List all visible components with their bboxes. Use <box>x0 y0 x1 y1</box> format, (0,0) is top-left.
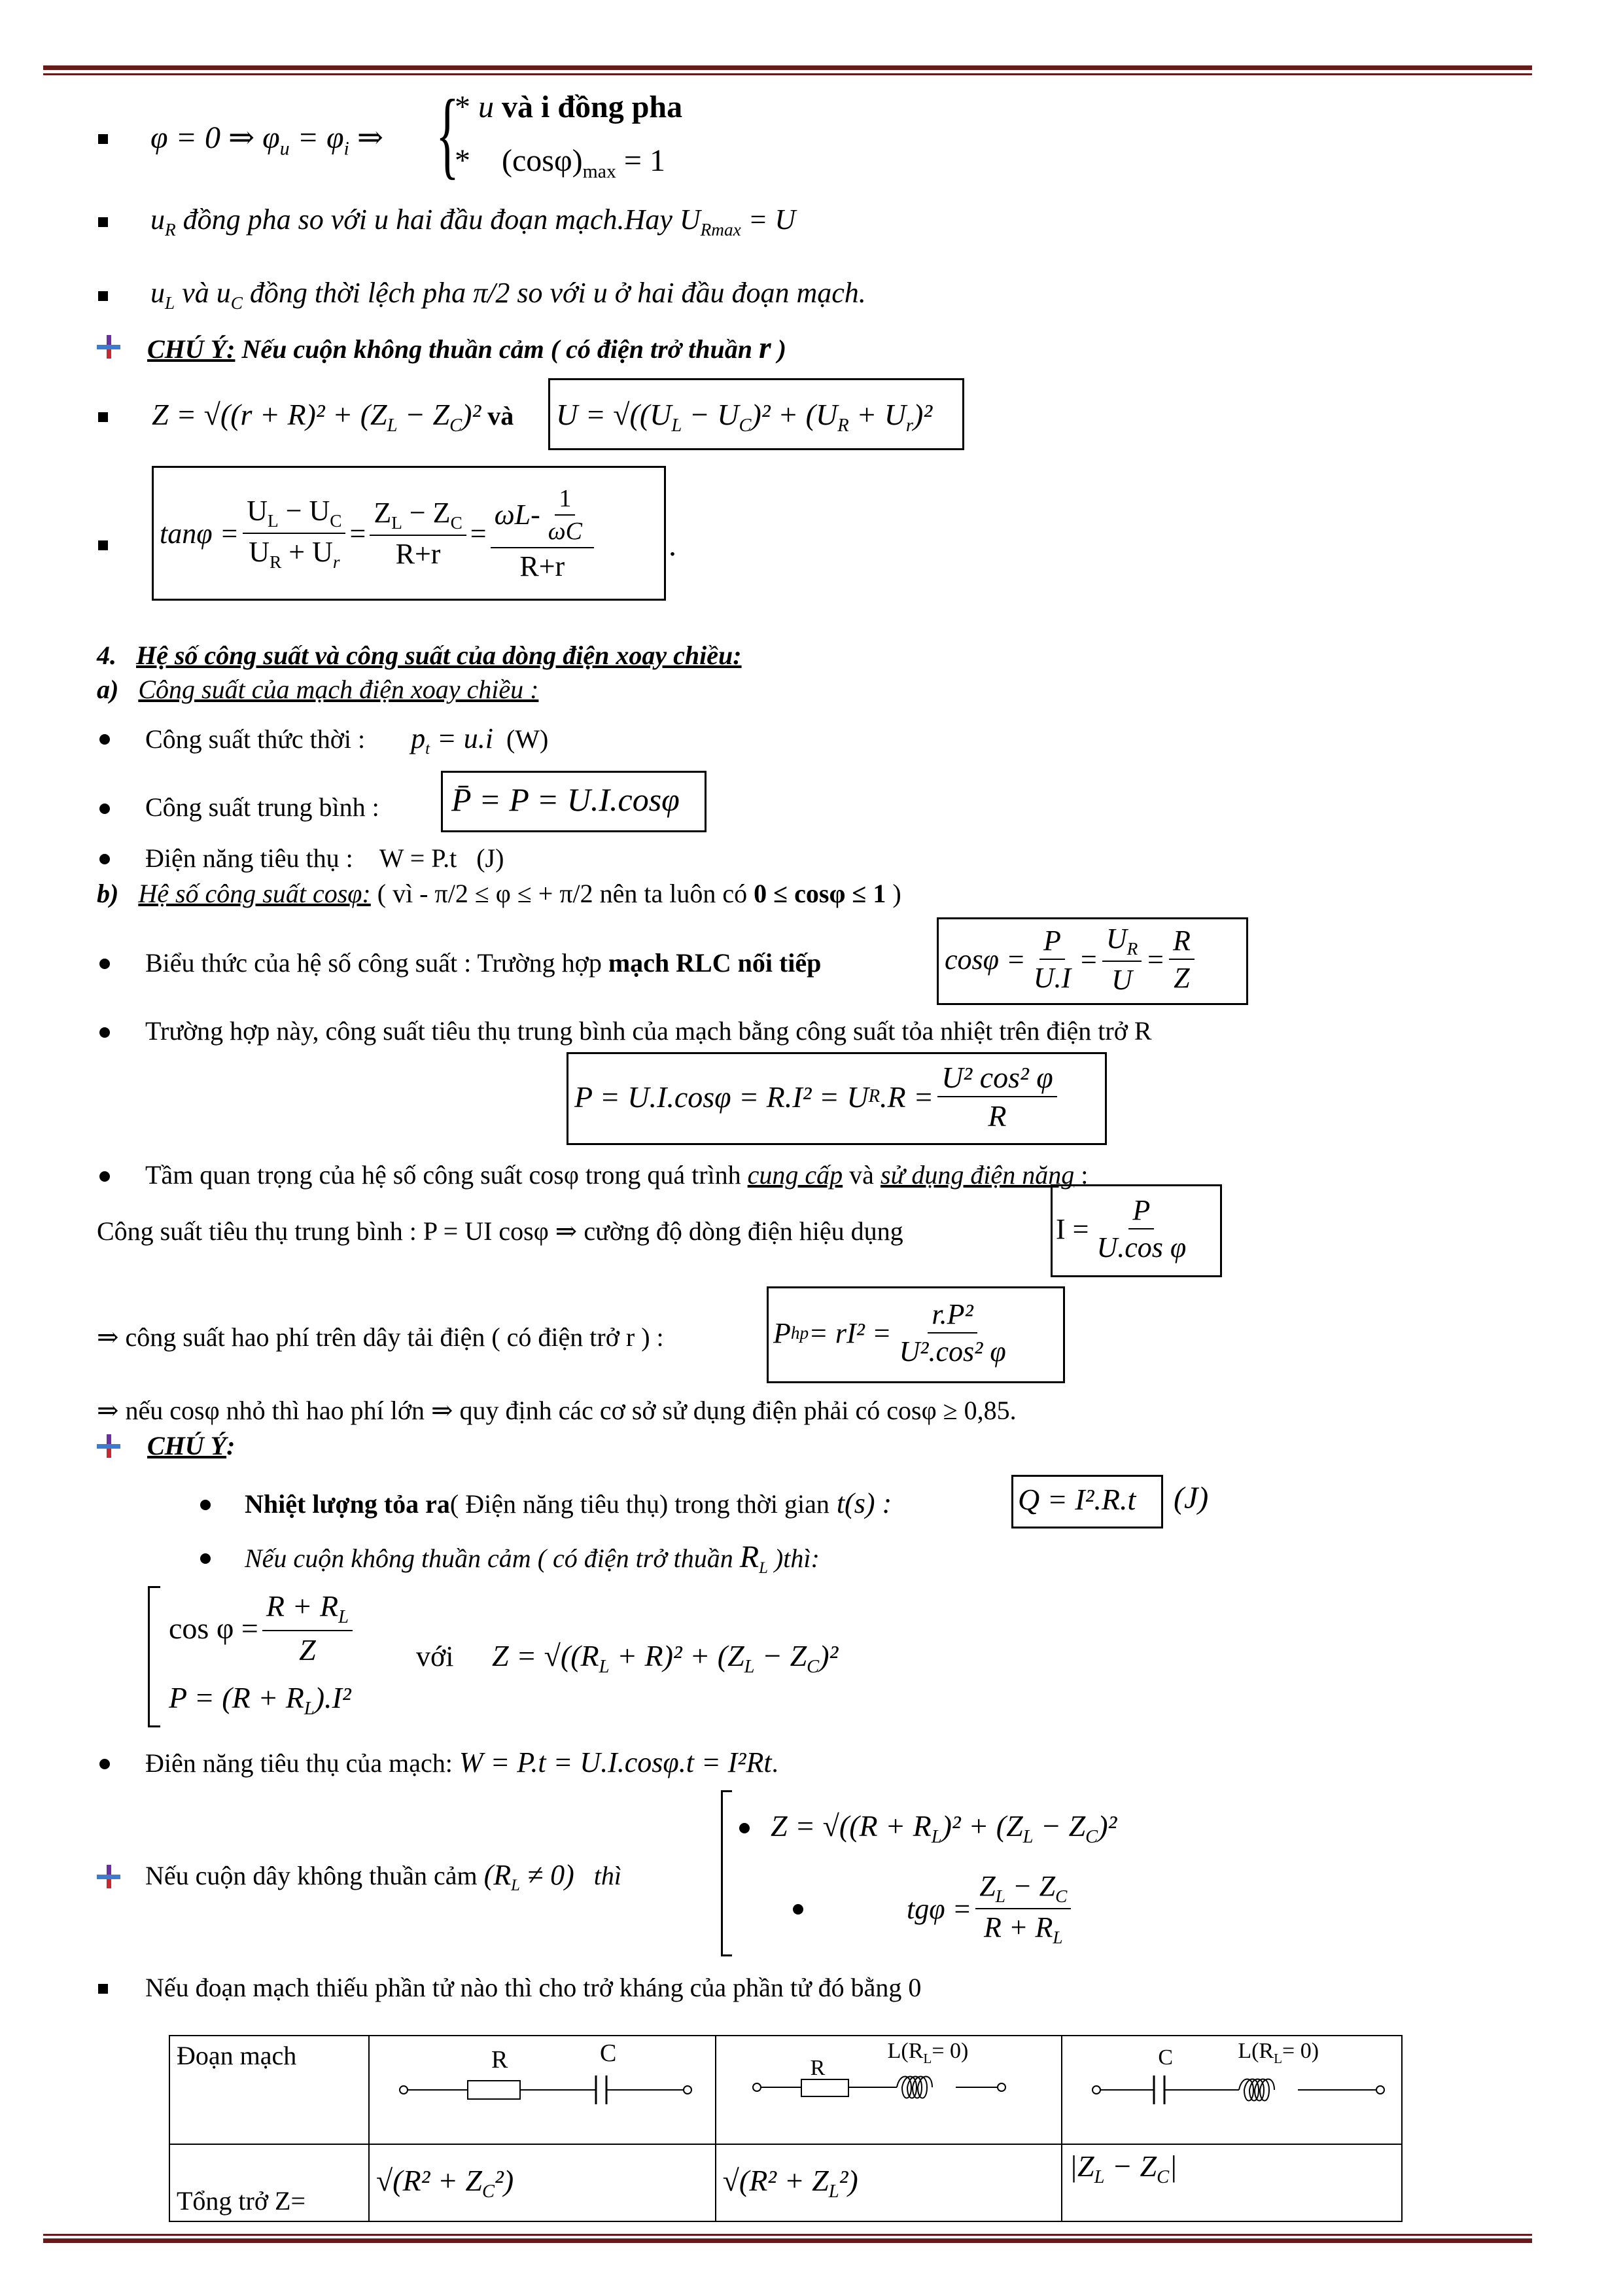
importance-text: Tầm quan trọng của hệ số công suất cosφ trong quá trình cung cấp và sử dụng điện năng : <box>145 1160 1089 1190</box>
circuit-rl <box>716 2036 1062 2144</box>
bullet-square <box>98 134 108 144</box>
note2: CHÚ Ý: <box>147 1431 236 1460</box>
bullet-square <box>98 412 108 422</box>
z-rc: $√(R^2 + Z_C^2)$ <box>369 2144 716 2221</box>
average-power-label: Công suất trung bình : <box>145 792 379 822</box>
energy-consumed: Điện năng tiêu thụ : W = P.t (J) <box>145 843 504 873</box>
z-rl: $√(R^2 + Z_L^2)$ <box>716 2144 1062 2221</box>
missing-element-rule: Nếu đoạn mạch thiếu phần tử nào thì cho trở kháng của phần tử đó bằng 0 <box>145 1973 922 2002</box>
power-rl-formula: $P = (R + R_L).I^2$ <box>169 1681 351 1720</box>
circuit-impedance-table <box>169 2035 1403 2222</box>
heat-quantity-formula: Q = I².R.t <box>1018 1483 1136 1516</box>
bullet-dot <box>200 1553 211 1564</box>
bullet-dot <box>739 1823 750 1833</box>
instant-power: Công suất thức thời : $p_t = u.i$ (W) <box>145 722 549 758</box>
bullet-dot <box>99 854 110 864</box>
nonpure-bracket <box>721 1790 732 1956</box>
bullet-dot <box>99 959 110 969</box>
cos-rl-formula: cos φ = $\frac{R + R_L}{Z}$ <box>169 1589 357 1667</box>
current-rms-formula: I = $\frac{P}{\text{U.cos φ}}$ <box>1056 1194 1187 1263</box>
heat-power-text: Trường hợp này, công suất tiêu thụ trung bình của mạch bằng công suất tỏa nhiệt trên điện trở R <box>145 1016 1152 1046</box>
bullet-dot <box>99 1027 110 1038</box>
section-4a-title: a) Công suất của mạch điện xoay chiều : <box>97 675 539 704</box>
z-lc: $|Z_L - Z_C|$ <box>1062 2144 1402 2221</box>
case2: * $(\cos\varphi)_{max} = 1$ <box>455 143 665 183</box>
heat-quantity-unit: (J) <box>1174 1481 1209 1515</box>
current-rms-text: Công suất tiêu thụ trung bình : P = UI cosφ ⇒ cường độ dòng điện hiệu dụng <box>97 1216 903 1246</box>
average-power-formula: P̄ = P = U.I.cosφ <box>451 781 680 818</box>
section-4-title: 4. Hệ số công suất và công suất của dòng điện xoay chiều: <box>97 641 742 670</box>
label-R: R <box>810 2056 826 2080</box>
tan-formula: tanφ = $\frac{U_L - U_C}{U_R + U_r}$ = $\frac{Z_L - Z_C}{R+r}$ = ωL- $\frac{1}{\omega C}$ R+r <box>160 484 598 582</box>
power-factor-formula: cosφ = $\frac{P}{U.I}$ = $\frac{U_R}{U}$ = $\frac{R}{Z}$ <box>945 919 1198 1000</box>
impedance-formula: $Z = √((r + R)^2 + (Z_L - Z_C)^2$ và <box>152 398 514 436</box>
section-4b: b) Hệ số công suất cosφ: ( vì - π/2 ≤ φ ≤ + π/2 nên ta luôn có 0 ≤ cosφ ≤ 1 ) <box>97 879 901 908</box>
uL-uC-phase-line: $u_L$ và $u_C$ đồng thời lệch pha π/2 so với u ở hai đầu đoạn mạch. <box>150 277 866 313</box>
low-cos-conclusion: ⇒ nếu cosφ nhỏ thì hao phí lớn ⇒ quy định các cơ sở sử dụng điện phải có cosφ ≥ 0,85. <box>97 1396 1017 1425</box>
bullet-dot <box>793 1904 803 1915</box>
tan-dot: . <box>669 528 676 563</box>
label-R: R <box>491 2046 508 2074</box>
energy-consumed-circuit: Điên năng tiêu thụ của mạch: W = P.t = U.I.cosφ.t = I²Rt. <box>145 1746 778 1778</box>
bullet-square <box>98 1984 108 1994</box>
footer-rule-thin <box>43 2234 1532 2236</box>
table-row-label: Tổng trở Z= <box>169 2144 369 2221</box>
bullet-dot <box>99 804 110 814</box>
bullet-dot <box>99 734 110 745</box>
bullet-square <box>98 217 108 227</box>
label-C: C <box>599 2040 617 2067</box>
label-C: C <box>1158 2045 1174 2070</box>
note-bullet-icon <box>97 1865 120 1888</box>
uR-phase-line: $u_R$ đồng pha so với u hai đầu đoạn mạch.Hay $U_{Rmax} = U$ <box>150 203 796 239</box>
note-bullet-icon <box>97 1434 120 1458</box>
with-label: với <box>416 1640 454 1672</box>
loss-power-formula: P hp = rI² = $\frac{\text{r.P²}}{\text{U².cos² φ}}$ <box>773 1298 1006 1368</box>
system-bracket <box>148 1586 160 1727</box>
voltage-formula: $U = √((U_L - U_C)^2 + (U_R + U_r)^2$ <box>556 398 933 436</box>
label-L: $L(R_L= 0)$ <box>1238 2039 1319 2066</box>
nonpure-coil-text: Nếu cuộn dây không thuần cảm $(R_L \ne 0)$ thì <box>145 1859 622 1894</box>
label-L: $L(R_L= 0)$ <box>887 2039 969 2066</box>
phi-zero-formula: φ = 0 ⇒ $\varphi_u = \varphi_i$ ⇒ <box>150 120 384 160</box>
z-rl-formula: $Z = √((R_L + R)^2 + (Z_L - Z_C)^2$ <box>492 1639 839 1678</box>
note-bullet-icon <box>97 335 120 359</box>
bullet-dot <box>99 1171 110 1182</box>
heat-power-formula: P = U.I.cosφ = R.I² = U R .R = $\frac{\text{U² cos² φ}}{R}$ <box>574 1053 1061 1140</box>
bullet-square <box>98 291 108 301</box>
circuit-lc <box>1062 2036 1402 2144</box>
bullet-square <box>98 540 108 550</box>
brace-left: { <box>436 80 459 188</box>
coil-resistive-note: Nếu cuộn không thuần cảm ( có điện trở thuần $R_L$ )thì: <box>245 1540 820 1577</box>
power-factor-expr-label: Biểu thức của hệ số công suất : Trường hợp mạch RLC nối tiếp <box>145 948 822 978</box>
rc-circuit-icon <box>396 2043 710 2121</box>
footer-rule <box>43 2238 1532 2243</box>
note1: CHÚ Ý: Nếu cuộn không thuần cảm ( có điện trở thuần r ) <box>147 330 786 365</box>
loss-power-text: ⇒ công suất hao phí trên dây tải điện ( có điện trở r ) : <box>97 1322 664 1352</box>
nonpure-tg-formula: tgφ = $\frac{Z_L - Z_C}{R + R_L}$ <box>907 1866 1075 1951</box>
circuit-rc <box>369 2036 716 2144</box>
bullet-dot <box>200 1500 211 1510</box>
case1: * u và i đồng pha <box>455 90 683 124</box>
header-rule-thin <box>43 73 1532 75</box>
bullet-dot <box>99 1759 110 1769</box>
header-rule <box>43 65 1532 70</box>
nonpure-z-formula: $Z = √((R + R_L)^2 + (Z_L - Z_C)^2$ <box>771 1809 1117 1848</box>
table-row-label: Đoạn mạch <box>169 2036 369 2144</box>
heat-quantity-text: Nhiệt lượng tỏa ra( Điện năng tiêu thụ) trong thời gian t(s) : <box>245 1487 892 1519</box>
